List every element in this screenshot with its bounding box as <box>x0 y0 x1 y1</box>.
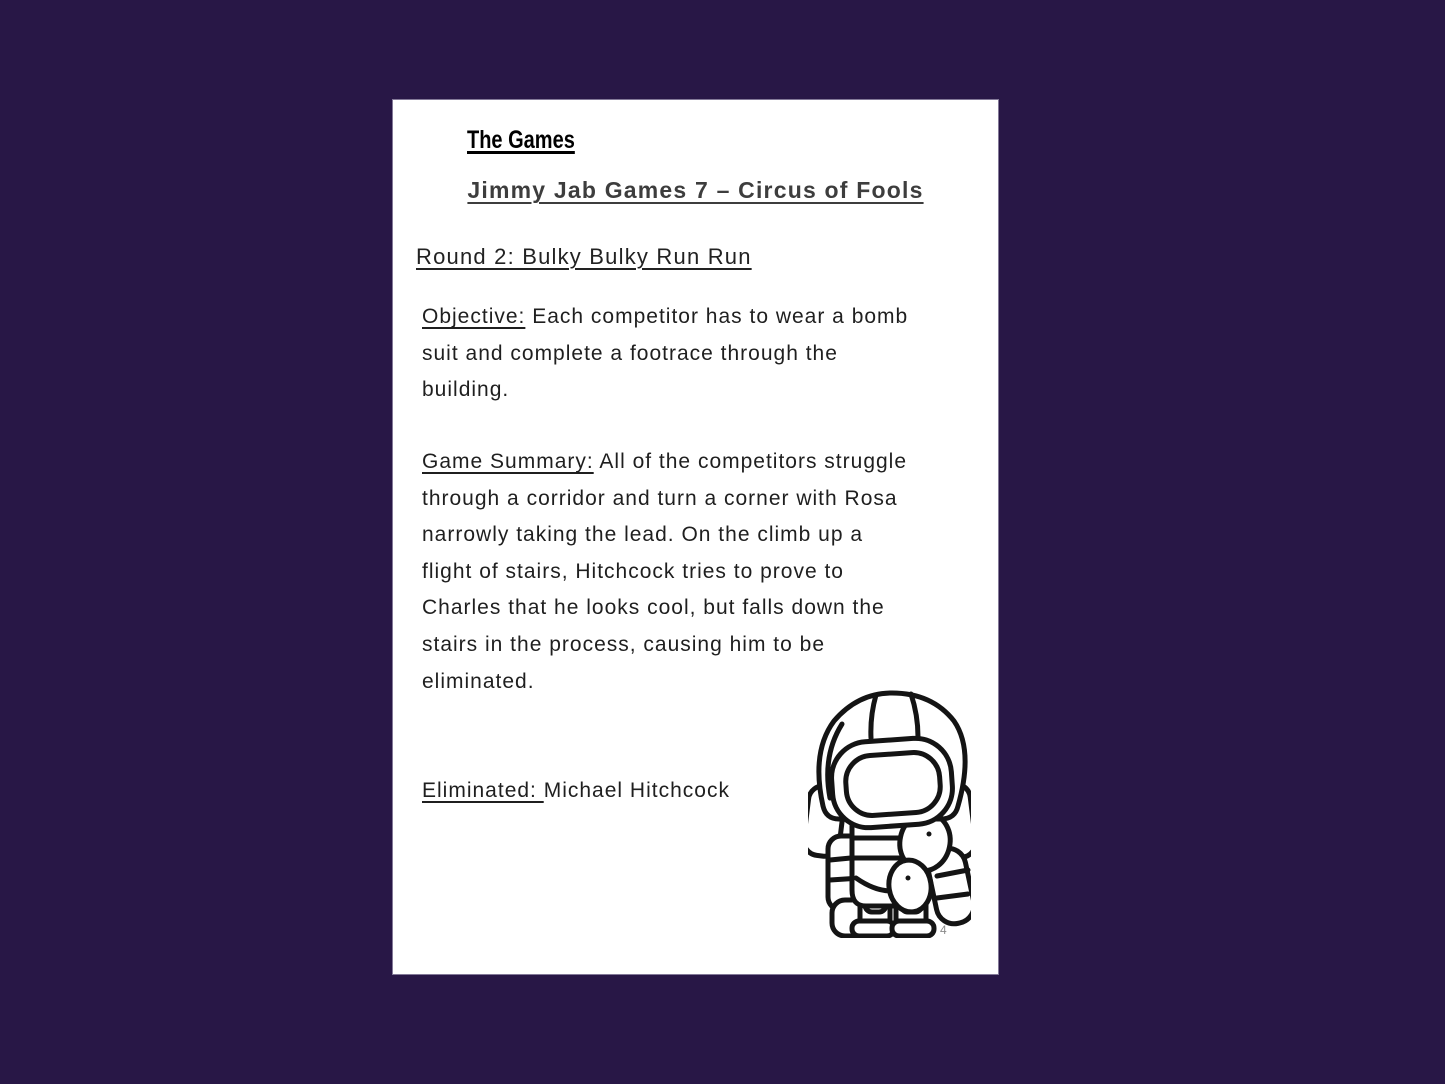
objective-label: Objective: <box>422 305 526 328</box>
objective-paragraph <box>422 299 908 409</box>
text-line: through a corridor and turn a corner with Rosa <box>422 486 898 510</box>
game-summary-paragraph <box>422 444 907 700</box>
game-summary-label: Game Summary: <box>422 450 594 473</box>
text-line: Charles that he looks cool, but falls down the <box>422 596 885 620</box>
text-line: flight of stairs, Hitchcock tries to prove to <box>422 559 844 583</box>
text-line <box>422 299 908 336</box>
left-boot <box>852 921 894 936</box>
game-summary-text: All of the competitors struggle <box>599 450 908 473</box>
right-boot <box>892 921 934 936</box>
text-line: suit and complete a footrace through the <box>422 341 838 365</box>
text-line: narrowly taking the lead. On the climb up a <box>422 523 864 547</box>
round-heading: Round 2: Bulky Bulky Run Run <box>416 244 752 269</box>
visor-window <box>844 751 942 817</box>
text-line: stairs in the process, causing him to be <box>422 632 826 656</box>
text-line: eliminated. <box>422 669 535 693</box>
objective-text: Each competitor has to wear a bomb <box>532 305 909 328</box>
bomb-suit-character-illustration <box>808 690 971 938</box>
document-page <box>393 100 998 974</box>
eliminated-value: Michael Hitchcock <box>543 779 730 802</box>
document-subtitle: Jimmy Jab Games 7 – Circus of Fools <box>467 177 924 203</box>
text-line <box>422 444 907 481</box>
eliminated-label: Eliminated: <box>422 779 544 802</box>
text-line: building. <box>422 378 510 402</box>
page-number: 4 <box>940 923 948 937</box>
page-title: The Games <box>467 126 575 154</box>
eliminated-line <box>422 776 730 806</box>
